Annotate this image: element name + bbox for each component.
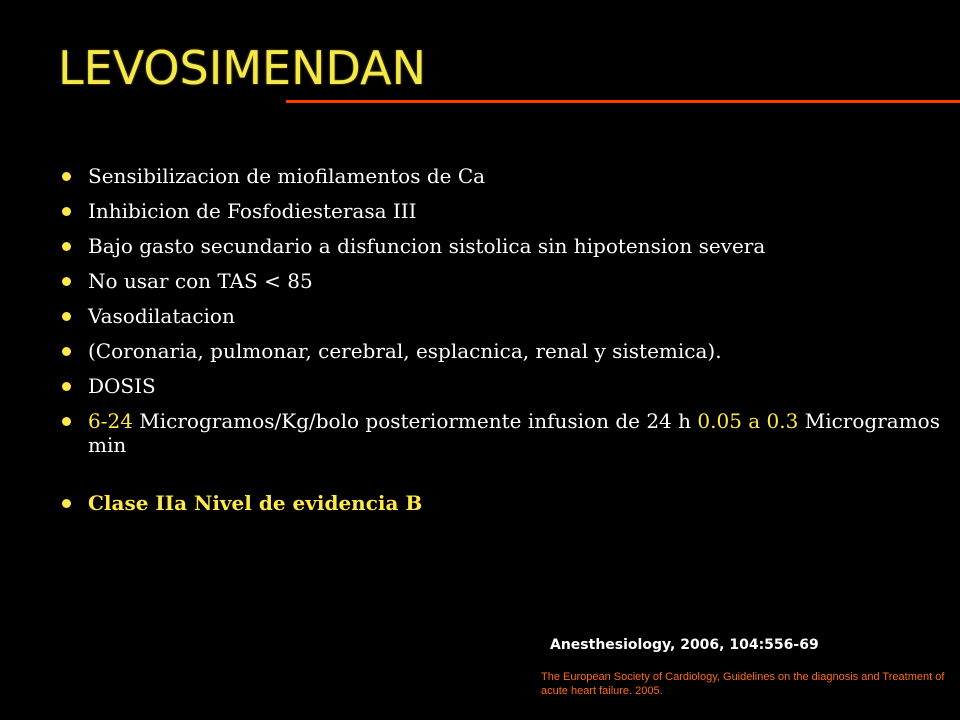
reference-main: Anesthesiology, 2006, 104:556-69 — [550, 637, 819, 653]
bullet-item — [60, 234, 940, 258]
infusion-range: 0.05 a 0.3 — [697, 409, 799, 433]
bullet-dot-icon — [62, 382, 71, 391]
bullet-dot-icon — [62, 312, 71, 321]
bullet-dot-icon — [62, 207, 71, 216]
bullet-item — [60, 339, 940, 363]
dose-text-end: Microgramos min — [88, 409, 940, 457]
bullet-dot-icon — [62, 499, 71, 508]
bullet-text: No usar con TAS < 85 — [88, 269, 313, 293]
bullet-item — [60, 304, 940, 328]
dose-range: 6-24 — [88, 409, 133, 433]
slide-title: LEVOSIMENDAN — [58, 41, 426, 95]
dose-bullet — [60, 409, 940, 457]
bullet-text: Sensibilizacion de miofilamentos de Ca — [88, 164, 486, 188]
bullet-item — [60, 199, 940, 223]
bullet-list — [60, 164, 940, 526]
bullet-dot-icon — [62, 172, 71, 181]
reference-secondary: The European Society of Cardiology, Guidelines on the diagnosis and Treatment of acute heart failure. 2005. — [541, 671, 945, 697]
bullet-text: DOSIS — [88, 374, 156, 398]
bullet-dot-icon — [62, 242, 71, 251]
bullet-text: Bajo gasto secundario a disfuncion sistolica sin hipotension severa — [88, 234, 766, 258]
bullet-text: Inhibicion de Fosfodiesterasa III — [88, 199, 417, 223]
evidence-text: Clase IIa Nivel de evidencia B — [88, 491, 423, 515]
bullet-text: (Coronaria, pulmonar, cerebral, esplacnica, renal y sistemica). — [88, 339, 722, 363]
bullet-dot-icon — [62, 347, 71, 356]
evidence-bullet — [60, 491, 940, 515]
dose-text-middle: Microgramos/Kg/bolo posteriormente infusion de 24 h — [132, 409, 698, 433]
bullet-dot-icon — [62, 277, 71, 286]
title-underline — [286, 100, 960, 103]
bullet-text: Vasodilatacion — [88, 304, 235, 328]
bullet-dot-icon — [62, 417, 71, 426]
bullet-item — [60, 164, 940, 188]
bullet-item — [60, 374, 940, 398]
bullet-item — [60, 269, 940, 293]
